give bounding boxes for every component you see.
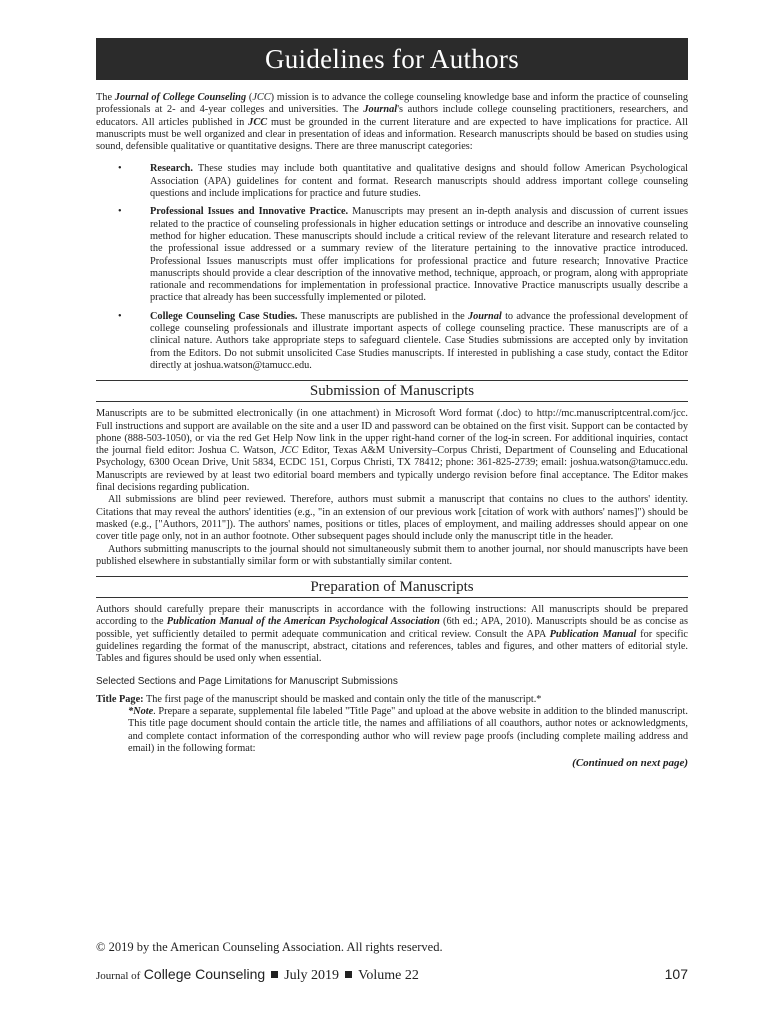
running-footer: Journal of College Counseling July 2019 Volume 22 — [96, 966, 419, 983]
continued-note: (Continued on next page) — [572, 757, 688, 770]
page-number: 107 — [664, 966, 688, 982]
copyright: © 2019 by the American Counseling Association. All rights reserved. — [96, 940, 443, 954]
submission-paragraph-3: Authors submitting manuscripts to the journal should not simultaneously submit them to another journal, nor should manuscripts have been published elsewhere in substantially similar form or with substantially similar content. — [96, 543, 688, 567]
submission-paragraph-2: All submissions are blind peer reviewed. Therefore, authors must submit a manuscript that contains no clues to the authors' identity. Citations that may reveal the authors' identities (e.g., "in an extension of our previous work [citation of work with authors' names]") should be masked (e.g., ["Authors, 2011"]). The authors' names, positions or titles, places of employment, and mailing addresses should appear on one cover title page only, not in an author footnote. Other subsequent pages should include only the manuscript title in the header. — [96, 494, 688, 543]
title-page-note: *Note. Prepare a separate, supplemental file labeled "Title Page" and upload at the above website in addition to the blinded manuscript. This title page document should contain the article title, the names and affiliations of all coauthors, author notes or acknowledgments, and complete contact information of the corresponding author who will review page proofs (including complete mailing address and email) in the following format: — [128, 706, 688, 755]
submission-paragraph-1: Manuscripts are to be submitted electronically (in one attachment) in Microsoft Word format (.doc) to http://mc.manuscriptcentral.com/jcc. Full instructions and support are available on the site and a user ID and password can be obtained on the first visit. Support can be contacted by phone (888-503-1050), or via the red Get Help Now link in the upper right-hand corner of the log-in screen. For additional inquiries, contact the journal field editor: Joshua C. Watson, JCC Editor, Texas A&M University–Corpus Christi, Department of Counseling and Educational Psychology, 6300 Ocean Drive, Unit 5834, ECDC 151, Corpus Christi, TX 78412; phone: 361-825-2739; email: joshua.watson@tamucc.edu. Manuscripts are reviewed by at least two editorial board members and typically undergo revision before final acceptance. The Editor makes final decisions regarding publication. — [96, 408, 688, 494]
sections-subheading: Selected Sections and Page Limitations for Manuscript Submissions — [96, 675, 398, 687]
preparation-paragraph: Authors should carefully prepare their manuscripts in accordance with the following instructions: All manuscripts should be prepared according to the Publication Manual of the American Psychological Association (6th ed.; APA, 2010). Manuscripts should be as concise as possible, yet sufficiently detailed to permit adequate communication and critical review. Consult the APA Publication Manual for specific guidelines regarding the format of the manuscript, abstract, citations and references, tables and figures, and other matters of editorial style. Tables and figures should be used only when essential. — [96, 604, 689, 665]
category-case-studies: • College Counseling Case Studies. These manuscripts are published in the Journal to advance the professional development of college counseling professionals and illustrate important aspects of college counseling practice. These manuscripts are of a clinical nature. Authors take appropriate steps to safeguard clientele. Case Studies submissions are accepted only by invitation from the Editors. Do not submit unsolicited Case Studies manuscripts. If interested in publishing a case study, contact the Editor directly at joshua.watson@tamucc.edu. — [118, 310, 688, 371]
manuscript-categories — [96, 163, 688, 372]
intro-paragraph: The Journal of College Counseling (JCC) mission is to advance the college counseling knowledge base and inform the practice of counseling professionals at 2- and 4-year colleges and universities. The Journal's authors include college counseling practitioners, researchers, and educators. All articles published in JCC must be grounded in the current literature and are expected to have implications for practice. All manuscripts must be well organized and clear in presentation of ideas and information. Research manuscripts should be based on studies using sound, defensible qualitative or quantitative designs. There are three manuscript categories: — [96, 92, 689, 153]
page-title: Guidelines for Authors — [96, 38, 688, 80]
journal-name: Journal of College Counseling — [114, 92, 247, 103]
submission-heading: Submission of Manuscripts — [96, 380, 688, 402]
title-page-paragraph: Title Page: The first page of the manuscript should be masked and contain only the title of the manuscript.* — [96, 693, 542, 705]
page-footer — [96, 966, 688, 984]
square-separator-icon — [345, 971, 352, 978]
square-separator-icon — [271, 971, 278, 978]
article-body — [96, 92, 688, 770]
category-professional-issues: • Professional Issues and Innovative Practice. Manuscripts may present an in-depth analysis and discussion of current issues related to the practice of counseling professionals in higher education settings or introduce and describe an innovative counseling method for higher education. These manuscripts should include a critical review of the relevant literature and research related to the professional issue addressed or a summary review of the literature pertaining to the innovative practice introduced. Professional Issues manuscripts must offer implications for professional practice and future research; Innovative Practice manuscripts should provide a clear description of the innovative method, technique, approach, or program, along with appropriate rationale and recommendations for implementation in professional practice. Innovative Practice manuscripts usually describe a practice that already has been successfully implemented or piloted. — [118, 206, 688, 304]
category-research: • Research. These studies may include both quantitative and qualitative designs and should follow American Psychological Association (APA) guidelines for content and format. Research manuscripts should address important college counseling questions and include implications for practice and future studies. — [118, 163, 688, 200]
preparation-heading: Preparation of Manuscripts — [96, 576, 688, 598]
